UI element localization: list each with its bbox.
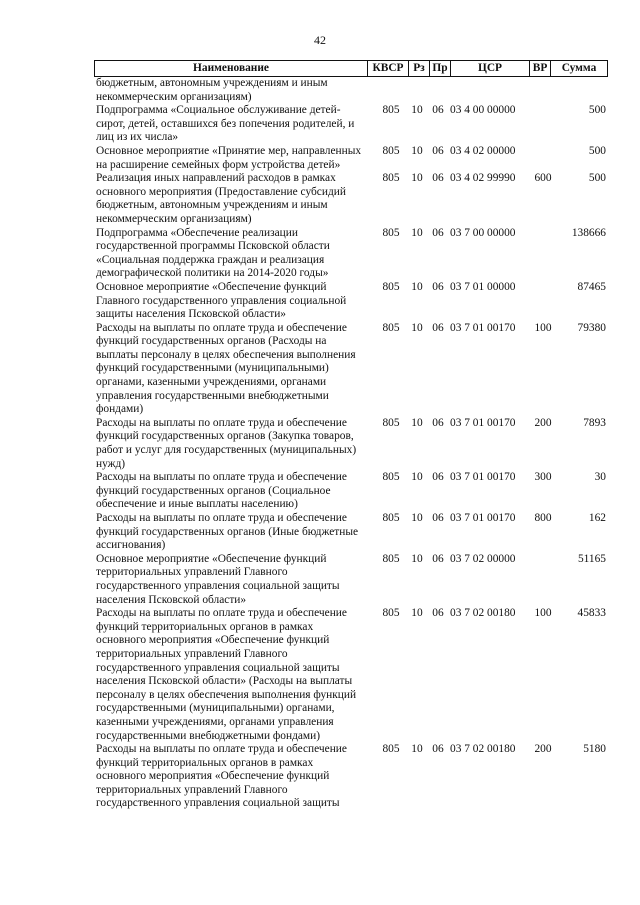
row-vr: 200: [534, 743, 552, 756]
row-pr: 06: [432, 172, 444, 185]
table-row: [94, 471, 608, 512]
row-csr: 03 7 02 00180: [450, 743, 516, 756]
row-pr: 06: [432, 280, 444, 293]
table-row: [94, 104, 608, 145]
row-csr: 03 4 00 00000: [450, 104, 516, 117]
row-sum: 45833: [577, 607, 606, 620]
header-vr: ВР: [532, 62, 548, 74]
row-vr: 200: [534, 416, 552, 429]
row-rz: 10: [411, 512, 423, 524]
row-kvsr: 805: [382, 552, 400, 565]
row-pr: 06: [432, 226, 444, 239]
row-name: Основное мероприятие «Обеспечение функций территориальных управлений Главного государственного управления социальной защиты населения Псковской области»: [96, 552, 340, 606]
row-kvsr: 805: [382, 471, 400, 484]
row-name: Подпрограмма «Социальное обслуживание детей-сирот, детей, оставшихся без попечения родителей, и лиц из их числа»: [96, 104, 355, 144]
row-sum: 51165: [577, 552, 606, 565]
table-row: [94, 512, 608, 553]
row-rz: 10: [411, 104, 423, 117]
row-sum: 5180: [583, 743, 606, 756]
row-kvsr: 805: [382, 226, 400, 239]
row-vr: 100: [534, 607, 552, 620]
row-kvsr: 805: [382, 321, 400, 334]
row-vr: 800: [534, 512, 552, 524]
table-row: [94, 227, 608, 281]
row-vr: 100: [534, 321, 552, 334]
row-name: бюджетным, автономным учреждениям и иным некоммерческим организациям): [96, 77, 328, 103]
row-sum: 87465: [577, 280, 606, 293]
table-row: [94, 77, 608, 104]
row-sum: 500: [588, 172, 606, 185]
header-sum: Сумма: [561, 62, 597, 74]
row-rz: 10: [411, 416, 423, 429]
row-sum: 162: [588, 512, 606, 524]
row-pr: 06: [432, 607, 444, 620]
budget-table: [94, 60, 608, 811]
row-sum: 7893: [583, 416, 606, 429]
row-vr: 300: [534, 471, 552, 484]
row-rz: 10: [411, 743, 423, 756]
table-row: [94, 322, 608, 417]
row-rz: 10: [411, 552, 423, 565]
row-pr: 06: [432, 416, 444, 429]
row-sum: 138666: [571, 226, 606, 239]
row-name: Основное мероприятие «Обеспечение функций Главного государственного управления социальной защиты населения Псковской области»: [96, 280, 347, 321]
row-name: Расходы на выплаты по оплате труда и обеспечение функций государственных органов (Иные бюджетные ассигнования): [96, 512, 359, 552]
header-csr: ЦСР: [477, 62, 503, 74]
row-rz: 10: [411, 607, 423, 620]
row-csr: 03 7 01 00170: [450, 471, 516, 484]
row-name: Расходы на выплаты по оплате труда и обеспечение функций государственных органов (Социальное обеспечение и иные выплаты населению): [96, 471, 347, 511]
row-sum: 79380: [577, 321, 606, 334]
row-pr: 06: [432, 512, 444, 524]
row-csr: 03 7 01 00170: [450, 321, 516, 334]
row-sum: 500: [588, 104, 606, 117]
row-csr: 03 7 02 00180: [450, 607, 516, 620]
row-csr: 03 4 02 00000: [450, 144, 516, 157]
table-row: [94, 145, 608, 172]
row-pr: 06: [432, 321, 444, 334]
row-csr: 03 7 01 00000: [450, 280, 516, 293]
table-row: [94, 743, 608, 811]
row-csr: 03 7 00 00000: [450, 226, 516, 239]
row-pr: 06: [432, 144, 444, 157]
row-pr: 06: [432, 552, 444, 565]
row-rz: 10: [411, 144, 423, 157]
row-name: Подпрограмма «Обеспечение реализации государственной программы Псковской области «Социальная поддержка граждан и реализация демографической политики на 2014-2020 годы»: [96, 226, 330, 280]
row-kvsr: 805: [382, 104, 400, 117]
row-pr: 06: [432, 743, 444, 756]
table-row: [94, 607, 608, 743]
table-row: [94, 172, 608, 226]
row-kvsr: 805: [382, 172, 400, 185]
table-row: [94, 281, 608, 322]
row-sum: 500: [588, 144, 606, 157]
row-rz: 10: [411, 226, 423, 239]
row-name: Основное мероприятие «Принятие мер, направленных на расширение семейных форм устройства детей»: [96, 144, 362, 171]
row-kvsr: 805: [382, 280, 400, 293]
row-name: Реализация иных направлений расходов в рамках основного мероприятия (Предоставление субсидий бюджетным, автономным учреждениям и иным некоммерческим организациям): [96, 172, 346, 225]
header-rz: Рз: [413, 62, 425, 74]
row-rz: 10: [411, 321, 423, 334]
row-kvsr: 805: [382, 144, 400, 157]
table-row: [94, 553, 608, 607]
row-name: Расходы на выплаты по оплате труда и обеспечение функций территориальных органов в рамках основного мероприятия «Обеспечение функций территориальных управлений Главного государственного управления социальной защиты населения Псковской области» (Расходы на выплаты персоналу в целях обеспечения выполнения функций государственными (муниципальными) органами, казенными учреждениями, органами управления государственными внебюджетными фондами): [96, 607, 357, 742]
row-kvsr: 805: [382, 607, 400, 620]
header-name: Наименование: [193, 62, 269, 74]
row-rz: 10: [411, 172, 423, 185]
table-body: [94, 77, 608, 811]
row-csr: 03 7 02 00000: [450, 552, 516, 565]
table-header: [94, 60, 608, 77]
row-vr: 600: [534, 172, 552, 185]
header-kvsr: КВСР: [372, 62, 404, 74]
header-pr: Пр: [432, 62, 448, 74]
row-name: Расходы на выплаты по оплате труда и обеспечение функций территориальных органов в рамках основного мероприятия «Обеспечение функций территориальных управлений Главного государственного управления социальной защиты: [96, 743, 347, 810]
row-rz: 10: [411, 471, 423, 484]
row-name: Расходы на выплаты по оплате труда и обеспечение функций государственных органов (Закупка товаров, работ и услуг для государственных (муниципальных) нужд): [96, 416, 357, 470]
row-kvsr: 805: [382, 743, 400, 756]
row-pr: 06: [432, 104, 444, 117]
page-number: 42: [314, 33, 326, 47]
row-sum: 30: [594, 471, 606, 484]
row-csr: 03 7 01 00170: [450, 416, 516, 429]
row-pr: 06: [432, 471, 444, 484]
row-csr: 03 4 02 99990: [450, 172, 516, 185]
table-row: [94, 417, 608, 471]
row-csr: 03 7 01 00170: [450, 512, 516, 524]
row-name: Расходы на выплаты по оплате труда и обеспечение функций государственных органов (Расходы на выплаты персоналу в целях обеспечения выполнения функций государственными (муниципальными) органами, казенными учреждениями, органами управления государственными внебюджетными фондами): [96, 321, 356, 416]
row-kvsr: 805: [382, 512, 400, 524]
row-kvsr: 805: [382, 416, 400, 429]
row-rz: 10: [411, 280, 423, 293]
